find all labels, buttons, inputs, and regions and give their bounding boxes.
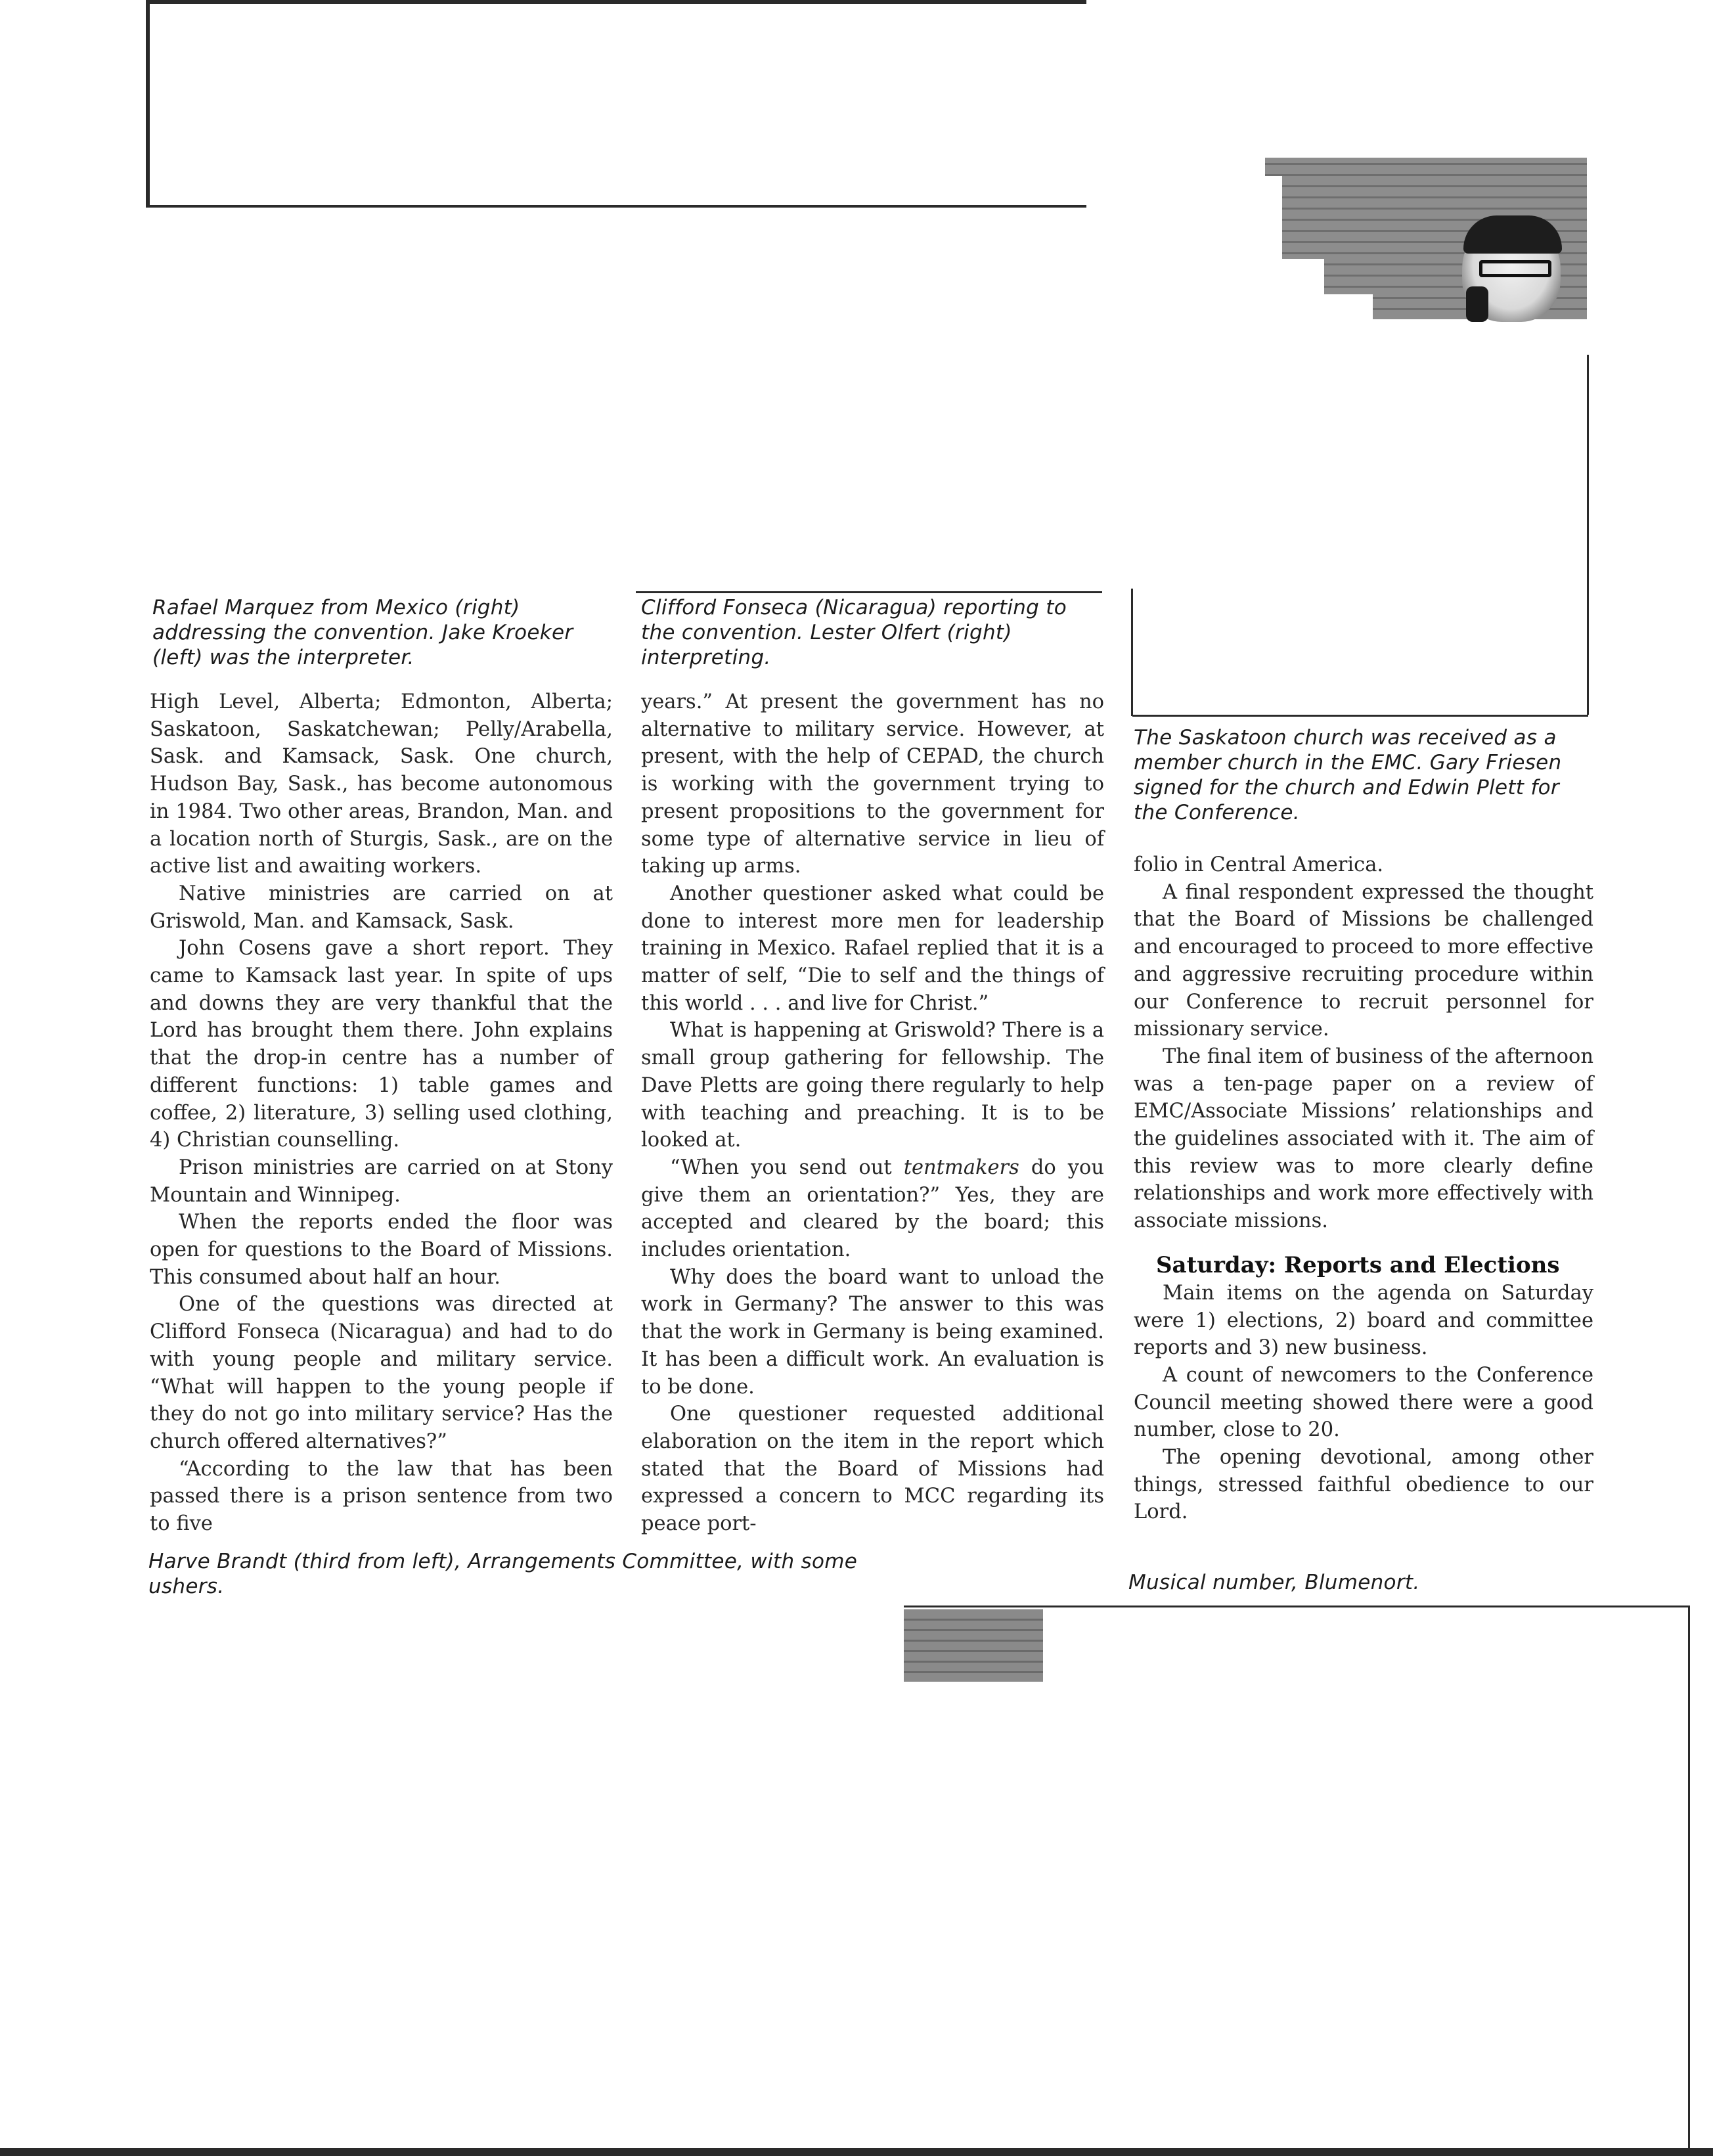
article-column-3 — [1134, 851, 1593, 1526]
photo-frame-top-border — [147, 0, 1086, 4]
paragraph-tentmakers: “When you send out tentmakers do you give them an orientation?” Yes, they are accepted and cleared by the board; this includes orientation. — [641, 1156, 1105, 1262]
page-bottom-border — [0, 2148, 1713, 2156]
paragraph: What is happening at Griswold? There is a small group gathering for fellowship. The Dave Pletts are going there regularly to help with teaching and preaching. It is to be looked at. — [641, 1019, 1104, 1152]
paragraph: The final item of business of the afternoon was a ten-page paper on a review of EMC/Associate Missions’ relationships and the guidelines associated with it. The aim of this review was to more clearly define relationships and work more effectively with associate missions. — [1134, 1044, 1594, 1233]
photo-rule-fonseca — [636, 591, 1102, 593]
caption-marquez: Rafael Marquez from Mexico (right) addressing the convention. Jake Kroeker (left) was the interpreter. — [152, 596, 573, 669]
paragraph: “According to the law that has been passed there is a prison sentence from two to five — [150, 1457, 613, 1536]
photo-frame-bottom-border — [146, 205, 1086, 208]
caption-fonseca: Clifford Fonseca (Nicaragua) reporting to the convention. Lester Olfert (right) interpreting. — [641, 596, 1067, 669]
microphone-shape — [1466, 286, 1488, 322]
photo-rule-bottom-right-edge — [1688, 1606, 1690, 2156]
paragraph: John Cosens gave a short report. They came to Kamsack last year. In spite of ups and downs they are very thankful that the Lord has brought them there. John explains that the drop-in centre has a number of different functions: 1) table games and coffee, 2) literature, 3) selling used clothing, 4) Christian counselling. — [150, 937, 613, 1152]
paragraph: Another questioner asked what could be done to interest more men for leadership training in Mexico. Rafael replied that it is a matter of self, “Die to self and the things of this world . . . and live for Christ.” — [641, 882, 1104, 1015]
paragraph: A count of newcomers to the Conference Council meeting showed there were a good number, close to 20. — [1134, 1363, 1593, 1442]
article-column-2 — [641, 688, 1104, 1538]
caption-musical: Musical number, Blumenort. — [1128, 1571, 1420, 1594]
musical-number-photo — [904, 1609, 1043, 1682]
photo-rule-saskatoon-left — [1131, 589, 1133, 716]
photo-rule-saskatoon-right — [1587, 355, 1589, 715]
article-column-1 — [150, 688, 613, 1538]
caption-saskatoon: The Saskatoon church was received as a member church in the EMC. Gary Friesen signed for the church and Edwin Plett for the Conference. — [1134, 726, 1562, 824]
paragraph: One of the questions was directed at Clifford Fonseca (Nicaragua) and had to do with young people and military service. “What will happen to the young people if they do not go into military service? Has the church offered alternatives?” — [150, 1293, 613, 1453]
paragraph: Why does the board want to unload the work in Germany? The answer to this was that the work in Germany is being examined. It has been a difficult work. An evaluation is to be done. — [641, 1265, 1104, 1399]
paragraph: A final respondent expressed the thought that the Board of Missions be challenged and encouraged to proceed to more effective and aggressive recruiting procedure within our Conference to recruit personnel for missionary service. — [1134, 880, 1593, 1041]
photo-frame-left-border — [146, 0, 150, 208]
section-heading: Saturday: Reports and Elections — [1156, 1251, 1560, 1278]
paragraph: High Level, Alberta; Edmonton, Alberta; Saskatoon, Saskatchewan; Pelly/Arabella, Sask. and Kamsack, Sask. One church, Hudson Bay, Sask., has become autonomous in 1984. Two other areas, Brandon, Man. and a location north of Sturgis, Sask., are on the active list and awaiting workers. — [150, 690, 613, 878]
paragraph: One questioner requested additional elaboration on the item in the report which stated that the Board of Missions had expressed a concern to MCC regarding its peace port- — [641, 1403, 1104, 1536]
paragraph: The opening devotional, among other things, stressed faithful obedience to our Lord. — [1134, 1446, 1593, 1524]
photo-rule-saskatoon-bottom — [1132, 715, 1588, 717]
caption-brandt: Harve Brandt (third from left), Arrangements Committee, with some ushers. — [148, 1550, 858, 1598]
paragraph: When the reports ended the floor was open for questions to the Board of Missions. This consumed about half an hour. — [150, 1211, 613, 1289]
glasses-shape — [1479, 260, 1551, 277]
paragraph: years.” At present the government has no alternative to military service. However, at present, with the help of CEPAD, the church is working with the government trying to present propositions to the government for some type of alternative service in lieu of taking up arms. — [641, 690, 1104, 878]
paragraph: folio in Central America. — [1134, 853, 1384, 876]
photo-rule-bottom-right — [904, 1606, 1689, 1607]
paragraph: Prison ministries are carried on at Stony Mountain and Winnipeg. — [150, 1156, 613, 1207]
paragraph: Native ministries are carried on at Griswold, Man. and Kamsack, Sask. — [150, 882, 613, 933]
paragraph: Main items on the agenda on Saturday were 1) elections, 2) board and committee reports and 3) new business. — [1134, 1281, 1593, 1360]
